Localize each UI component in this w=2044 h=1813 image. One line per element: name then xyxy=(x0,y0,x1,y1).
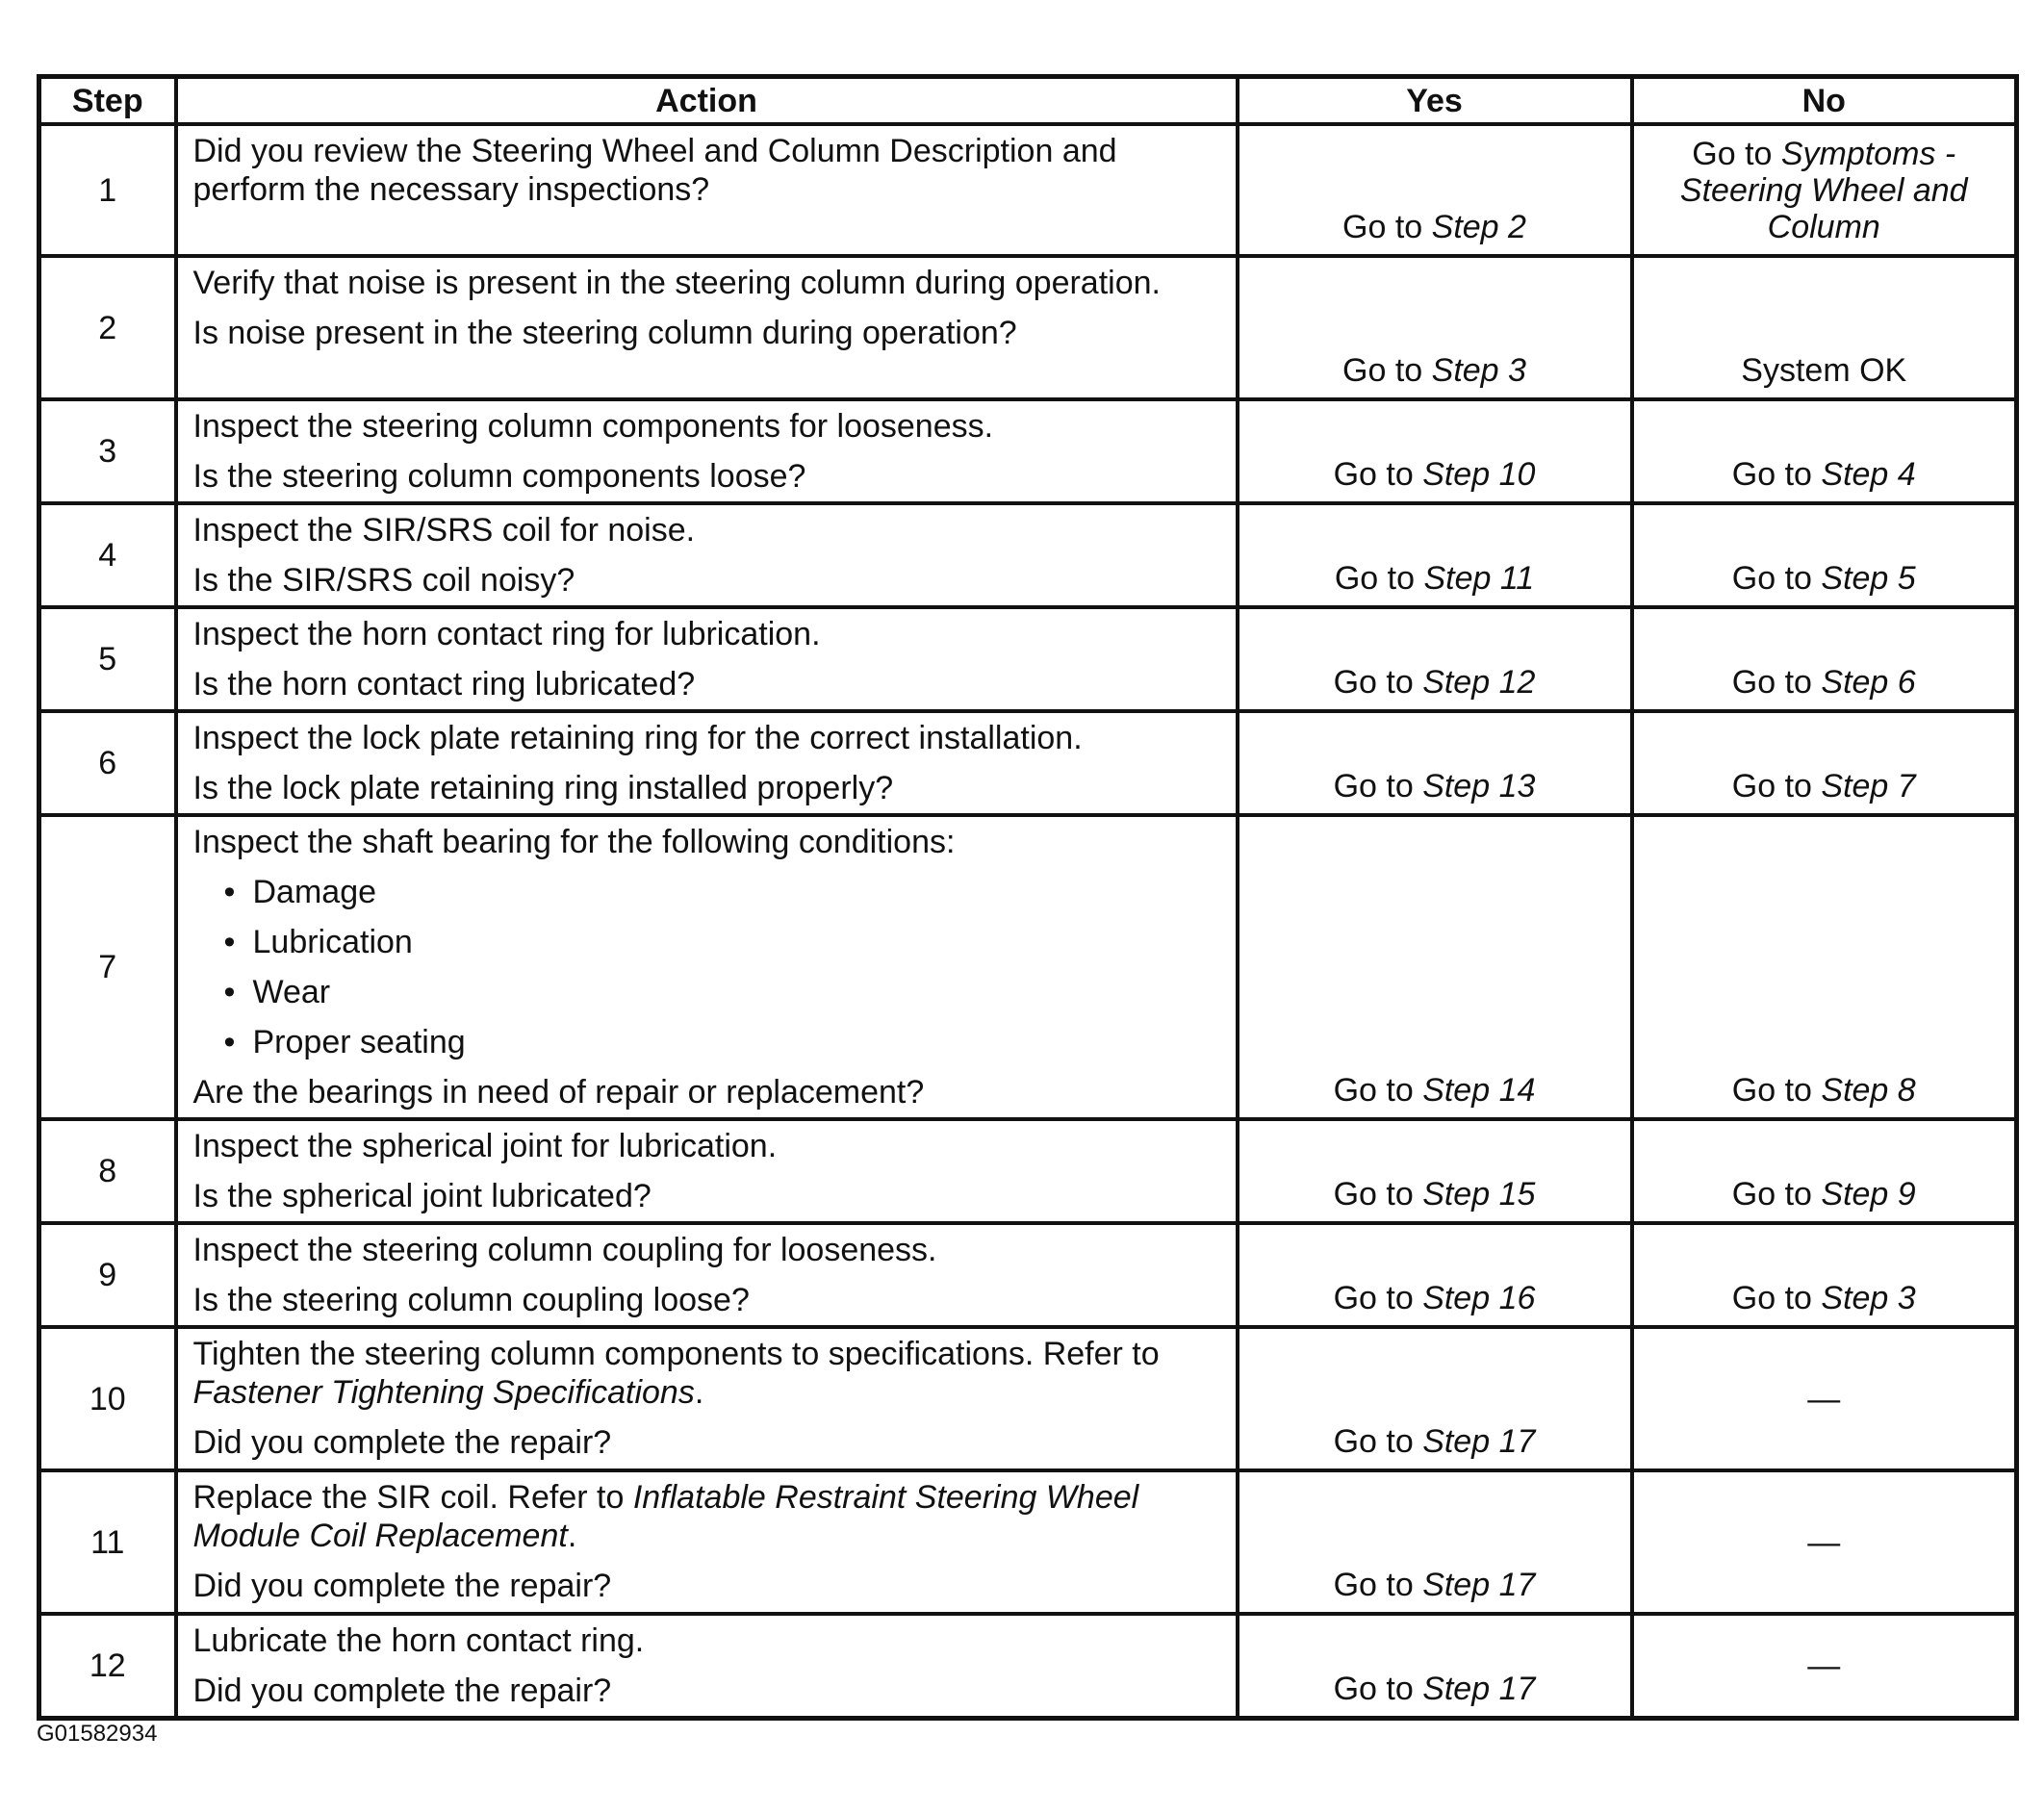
list-item: • Wear xyxy=(253,973,1220,1011)
yes-step-link[interactable]: Step 15 xyxy=(1422,1176,1536,1213)
yes-cell xyxy=(1238,1614,1632,1719)
yes-step-link[interactable]: Step 17 xyxy=(1422,1567,1536,1603)
yes-step-link[interactable]: Step 2 xyxy=(1431,209,1526,245)
step-number: 4 xyxy=(39,503,176,607)
no-cell xyxy=(1632,399,2017,503)
yes-step-link[interactable]: Step 13 xyxy=(1422,768,1536,804)
action-cell xyxy=(176,399,1238,503)
action-cell xyxy=(176,711,1238,815)
yes-prefix: Go to xyxy=(1333,1423,1423,1460)
action-text: Inspect the steering column coupling for looseness. xyxy=(192,1232,937,1268)
no-cell xyxy=(1632,711,2017,815)
yes-cell xyxy=(1238,1327,1632,1470)
action-text: Inspect the horn contact ring for lubrication. xyxy=(192,616,821,652)
action-cell xyxy=(176,1327,1238,1470)
yes-cell xyxy=(1238,1470,1632,1614)
yes-cell xyxy=(1238,399,1632,503)
action-cell xyxy=(176,1119,1238,1223)
list-item: • Proper seating xyxy=(253,1023,1220,1061)
yes-cell xyxy=(1238,607,1632,711)
no-step-link[interactable]: Step 8 xyxy=(1821,1072,1916,1109)
action-question: Is the SIR/SRS coil noisy? xyxy=(192,562,575,599)
yes-cell xyxy=(1238,256,1632,399)
yes-prefix: Go to xyxy=(1333,1280,1423,1316)
no-prefix: Go to xyxy=(1731,456,1822,493)
yes-prefix: Go to xyxy=(1333,456,1423,493)
table-row-step-6 xyxy=(39,711,2017,815)
action-cell xyxy=(176,124,1238,256)
yes-step-link[interactable]: Step 10 xyxy=(1422,456,1536,493)
yes-cell xyxy=(1238,503,1632,607)
no-prefix: Go to xyxy=(1731,1280,1822,1316)
no-prefix: Go to xyxy=(1731,1072,1822,1109)
action-question: Is the lock plate retaining ring installed properly? xyxy=(192,770,894,806)
reference-link[interactable]: Fastener Tightening Specifications xyxy=(192,1374,695,1411)
table-row-step-8 xyxy=(39,1119,2017,1223)
header-yes: Yes xyxy=(1238,77,1632,125)
table-row-step-2 xyxy=(39,256,2017,399)
table-row-step-9 xyxy=(39,1223,2017,1327)
action-text-end: . xyxy=(567,1518,577,1554)
no-cell xyxy=(1632,256,2017,399)
no-cell xyxy=(1632,1119,2017,1223)
yes-cell xyxy=(1238,124,1632,256)
no-step-link[interactable]: Step 3 xyxy=(1821,1280,1916,1316)
action-question: Is the steering column coupling loose? xyxy=(192,1282,750,1318)
table-row-step-5 xyxy=(39,607,2017,711)
yes-step-link[interactable]: Step 14 xyxy=(1422,1072,1536,1109)
reference-link[interactable]: Inflatable Restraint Steering Wheel Module Coil Replacement xyxy=(192,1479,1139,1554)
no-cell xyxy=(1632,1614,2017,1719)
action-text: Inspect the spherical joint for lubrication. xyxy=(192,1128,778,1164)
yes-prefix: Go to xyxy=(1333,1072,1423,1109)
no-cell xyxy=(1632,1470,2017,1614)
step-number: 11 xyxy=(39,1470,176,1614)
action-text: Lubricate the horn contact ring. xyxy=(192,1622,645,1659)
yes-cell xyxy=(1238,1119,1632,1223)
table-row-step-4 xyxy=(39,503,2017,607)
step-number: 7 xyxy=(39,815,176,1119)
step-number: 12 xyxy=(39,1614,176,1719)
no-step-link[interactable]: Step 7 xyxy=(1821,768,1916,804)
action-question: Did you complete the repair? xyxy=(192,1424,612,1461)
no-dash: — xyxy=(1807,1380,1841,1417)
action-text: Inspect the SIR/SRS coil for noise. xyxy=(192,512,696,549)
no-prefix: Go to xyxy=(1731,1176,1822,1213)
no-result-text: System OK xyxy=(1741,352,1907,389)
action-text: Inspect the steering column components for looseness. xyxy=(192,408,994,445)
list-item: • Damage xyxy=(253,873,1220,911)
yes-prefix: Go to xyxy=(1333,768,1423,804)
table-row-step-11 xyxy=(39,1470,2017,1614)
action-cell xyxy=(176,607,1238,711)
table-row-step-3 xyxy=(39,399,2017,503)
action-cell xyxy=(176,503,1238,607)
action-text: Inspect the shaft bearing for the following conditions: xyxy=(192,824,956,860)
header-step: Step xyxy=(39,77,176,125)
yes-cell xyxy=(1238,815,1632,1119)
no-step-link[interactable]: Step 9 xyxy=(1821,1176,1916,1213)
action-text: Verify that noise is present in the steering column during operation. xyxy=(192,265,1161,301)
no-cell xyxy=(1632,503,2017,607)
action-text-end: . xyxy=(694,1374,704,1411)
yes-cell xyxy=(1238,711,1632,815)
header-row xyxy=(39,77,2017,125)
no-prefix: Go to xyxy=(1731,768,1822,804)
action-text: Inspect the lock plate retaining ring for the correct installation. xyxy=(192,720,1083,756)
condition-list xyxy=(193,873,1220,1061)
action-cell xyxy=(176,815,1238,1119)
table-row-step-1 xyxy=(39,124,2017,256)
action-text xyxy=(193,1478,1220,1555)
action-cell xyxy=(176,256,1238,399)
yes-prefix: Go to xyxy=(1333,1671,1423,1707)
table-row-step-12 xyxy=(39,1614,2017,1719)
no-symptoms-link-line3[interactable]: Column xyxy=(1767,208,1880,245)
yes-prefix: Go to xyxy=(1333,1567,1423,1603)
no-dash: — xyxy=(1807,1523,1841,1561)
no-symptoms-link-line2[interactable]: Steering Wheel and xyxy=(1679,171,1968,209)
step-number: 8 xyxy=(39,1119,176,1223)
no-cell xyxy=(1632,607,2017,711)
no-prefix: Go to xyxy=(1692,135,1781,172)
yes-step-link[interactable]: Step 16 xyxy=(1422,1280,1536,1316)
no-dash: — xyxy=(1807,1647,1841,1684)
no-step-link[interactable]: Step 4 xyxy=(1821,456,1916,493)
yes-step-link[interactable]: Step 17 xyxy=(1422,1671,1536,1707)
step-number: 2 xyxy=(39,256,176,399)
action-cell xyxy=(176,1470,1238,1614)
action-question: Is the spherical joint lubricated? xyxy=(192,1178,652,1214)
yes-prefix: Go to xyxy=(1334,560,1424,597)
table-row-step-10 xyxy=(39,1327,2017,1470)
action-question: Is the horn contact ring lubricated? xyxy=(192,666,696,702)
action-question: Is noise present in the steering column during operation? xyxy=(192,315,1017,351)
step-number: 10 xyxy=(39,1327,176,1470)
no-cell xyxy=(1632,1327,2017,1470)
header-action: Action xyxy=(176,77,1238,125)
yes-prefix: Go to xyxy=(1333,664,1423,701)
yes-step-link[interactable]: Step 3 xyxy=(1431,352,1526,389)
action-cell xyxy=(176,1614,1238,1719)
yes-cell xyxy=(1238,1223,1632,1327)
no-step-link[interactable]: Step 6 xyxy=(1821,664,1916,701)
yes-prefix: Go to xyxy=(1342,352,1432,389)
step-number: 6 xyxy=(39,711,176,815)
action-question: Did you complete the repair? xyxy=(192,1673,612,1709)
no-cell xyxy=(1632,815,2017,1119)
action-question: Are the bearings in need of repair or replacement? xyxy=(192,1074,925,1111)
action-question: Is the steering column components loose? xyxy=(192,458,806,495)
step-number: 9 xyxy=(39,1223,176,1327)
no-prefix: Go to xyxy=(1731,560,1822,597)
no-symptoms-link[interactable]: Symptoms - xyxy=(1780,135,1956,172)
no-prefix: Go to xyxy=(1731,664,1822,701)
action-question: Did you complete the repair? xyxy=(192,1568,612,1604)
yes-prefix: Go to xyxy=(1333,1176,1423,1213)
step-number: 5 xyxy=(39,607,176,711)
no-step-link[interactable]: Step 5 xyxy=(1821,560,1916,597)
action-text-plain: Tighten the steering column components to specifications. Refer to xyxy=(192,1336,1160,1372)
no-cell xyxy=(1632,1223,2017,1327)
yes-step-link[interactable]: Step 12 xyxy=(1422,664,1536,701)
step-number: 1 xyxy=(39,124,176,256)
step-number: 3 xyxy=(39,399,176,503)
action-text-plain: Replace the SIR coil. Refer to xyxy=(192,1479,633,1516)
header-no: No xyxy=(1632,77,2017,125)
yes-step-link[interactable]: Step 11 xyxy=(1423,560,1535,597)
action-cell xyxy=(176,1223,1238,1327)
action-text xyxy=(193,1335,1220,1412)
diagnostic-table xyxy=(37,74,2019,1721)
figure-code: G01582934 xyxy=(37,1721,158,1747)
yes-prefix: Go to xyxy=(1342,209,1432,245)
action-text: Did you review the Steering Wheel and Column Description and perform the necessary inspections? xyxy=(192,133,1117,208)
yes-step-link[interactable]: Step 17 xyxy=(1422,1423,1536,1460)
table-row-step-7 xyxy=(39,815,2017,1119)
list-item: • Lubrication xyxy=(253,923,1220,961)
no-cell xyxy=(1632,124,2017,256)
